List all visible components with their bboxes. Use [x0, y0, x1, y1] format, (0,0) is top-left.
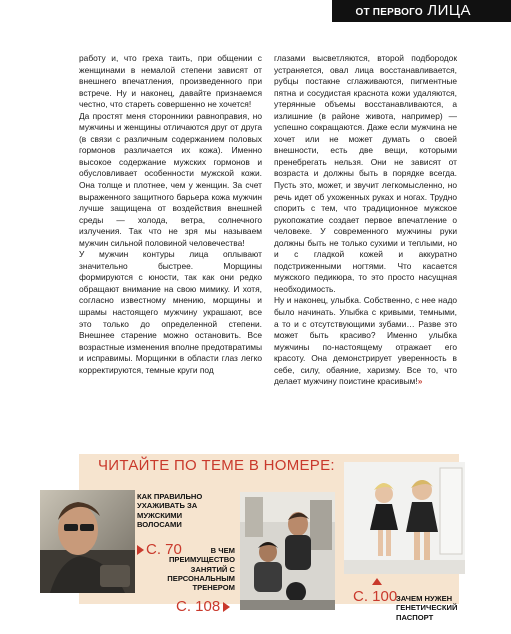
related-item-label[interactable]: В ЧЕМ ПРЕИМУЩЕСТВО ЗАНЯТИЙ С ПЕРСОНАЛЬНЫМ ТРЕНЕРОМ [167, 546, 235, 593]
article-paragraph: У мужчин контуры лица оплывают значительно быстрее. Морщины формируются с юности, так как они редко обращают внимание на свою мимику. И хотя, согласно известному мнению, морщины и шрамы настоящего мужчину украшают, все это только до определенной степени. Внешнее старение можно остановить. Все возрастные изменения вполне предотвратимы и исправимы. Морщинки в области глаз легко корректируются, темные круги под [79, 249, 262, 375]
related-item-label[interactable]: КАК ПРАВИЛЬНО УХАЖИВАТЬ ЗА МУЖСКИМИ ВОЛОСАМИ [137, 492, 203, 529]
related-item-page-number: С. 108 [176, 598, 221, 615]
article-paragraph [274, 295, 457, 387]
related-item-page[interactable] [360, 578, 382, 585]
article-column-left [79, 53, 262, 376]
end-of-article-mark: » [417, 376, 423, 387]
related-item-page-number: С. 70 [146, 541, 182, 558]
related-item-label[interactable]: ЗАЧЕМ НУЖЕН ГЕНЕТИЧЕСКИЙ ПАСПОРТ [396, 594, 458, 622]
genetic-passport-photo[interactable] [344, 462, 465, 574]
trainer-photo-art [240, 492, 335, 610]
article-paragraph: Да простят меня сторонники равноправия, но мужчины и женщины отличаются друг от друга (в связи с различным содержанием половых гормонов различается их кожа). Именно высокое содержание мужских гормонов и обусловливает особенности мужской кожи. Она толще и плотнее, чем у женщин. За счет выраженного защитного барьера кожа мужчин лучше защищена от воздействия внешней среды — холода, ветра, солнечного излучения. Так что не зря мы называем мужчин сильной половиной человечества! [79, 110, 262, 248]
arrow-right-icon [137, 545, 144, 555]
arrow-up-icon [372, 578, 382, 585]
related-item-page-number[interactable]: С. 100 [353, 588, 398, 605]
genetic-passport-photo-art [344, 462, 465, 574]
section-header [356, 2, 471, 20]
article-paragraph-text: Ну и наконец, улыбка. Собственно, с нее надо было начинать. Улыбка с кривыми, темными, а то и с отсутствующими зубами… Разве это может быть красиво? Именно улыбка мужчины по-настоящему отражает его красоту. Она демонстрирует уверенность в себе, силу, обаяние, харизму. Все то, что делает мужчину поистине красивым! [274, 295, 457, 387]
section-header-title: ЛИЦА [427, 2, 471, 19]
arrow-right-icon [223, 602, 230, 612]
related-item-page[interactable] [176, 598, 230, 615]
hair-care-photo[interactable] [40, 490, 135, 593]
article-column-right [274, 53, 457, 388]
article-paragraph: глазами высветляются, второй подбородок устраняется, овал лица восстанавливается, рубцы постакне сглаживаются, пигментные пятна и сосудистая краснота кожи удаляются, утерянные объемы восстанавливаются, а излишние (в районе живота, например) — успешно сокращаются. Даже если мужчина не хочет или не может думать о своей внешности, есть две вещи, которыми пренебрегать нельзя. Они не зависят от возраста и должны быть в порядке всегда. Пусть это, может, и звучит легкомысленно, но речь идет об ухоженных руках и ногах. Трудно спорить с тем, что традиционное мужское рукопожатие создает первое впечатление о человеке. У современного мужчины руки должны быть не только сухими и теплыми, но и с гладкой кожей и аккуратно подстриженными ногтями. Что касается мужского педикюра, то это просто насущная необходимость. [274, 53, 457, 294]
related-articles-title: ЧИТАЙТЕ ПО ТЕМЕ В НОМЕРЕ: [98, 457, 335, 474]
trainer-photo[interactable] [240, 492, 335, 610]
article-paragraph: работу и, что греха таить, при общении с женщинами в немалой степени зависят от внешнего впечатления, произведенного при встрече. Ну и наконец, давайте признаемся честно, что стареть совершенно не хочется! [79, 53, 262, 110]
section-header-prefix: ОТ ПЕРВОГО [355, 7, 423, 18]
hair-care-photo-art [40, 490, 135, 593]
